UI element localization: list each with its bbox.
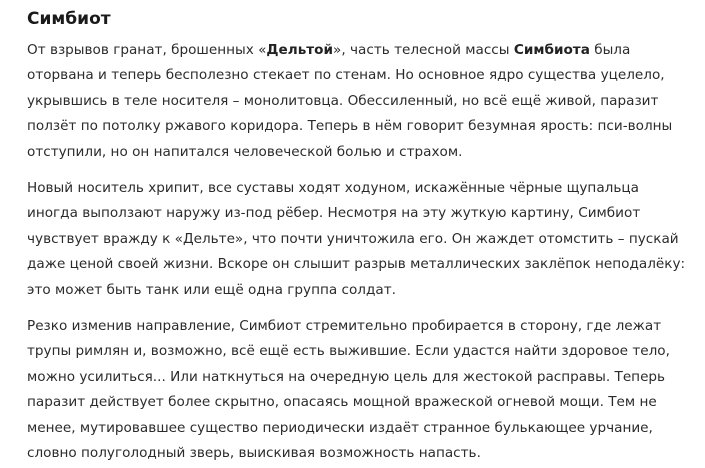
paragraph-3: Резко изменив направление, Симбиот стремительно пробирается в сторону, где лежат трупы римлян и, возможно, всё ещё есть выжившие. Если удастся найти здоровое тело, можно усилиться... Или наткнуться на очередную цель для жестокой расправы. Теперь паразит действует более скрытно, опасаясь мощной вражеской огневой мощи. Тем не менее, мутировавшее существо периодически издаёт странное булькающее урчание, словно полуголодный зверь, выискивая возможность напасть. [27,318,670,462]
paragraph-1-text-a: От взрывов гранат, брошенных « [27,42,267,58]
paragraph-1 [27,38,687,165]
paragraph-1-text-b: », часть телесной массы [333,42,514,58]
bold-term-delta: Дельтой [266,42,334,58]
bold-term-symbiote: Симбиота [513,42,590,58]
paragraph-1-text-c: была оторвана и теперь бесполезно стекает по стенам. Но основное ядро существа уцелело, укрывшись в теле носителя – монолитовца. Обессиленный, но всё ещё живой, паразит ползёт по потолку ржавого коридора. Теперь в нём говорит безумная ярость: пси-волны отступили, но он напитался человеческой болью и страхом. [27,42,673,160]
paragraph-2: Новый носитель хрипит, все суставы ходят ходуном, искажённые чёрные щупальца иногда выползают наружу из-под рёбер. Несмотря на эту жуткую картину, Симбиот чувствует вражду к «Дельте», что почти уничтожила его. Он жаждет отомстить – пускай даже ценой своей жизни. Вскоре он слышит разрыв металлических заклёпок неподалёку: это может быть танк или ещё одна группа солдат. [27,180,686,298]
article-title: Симбиот [27,9,111,29]
